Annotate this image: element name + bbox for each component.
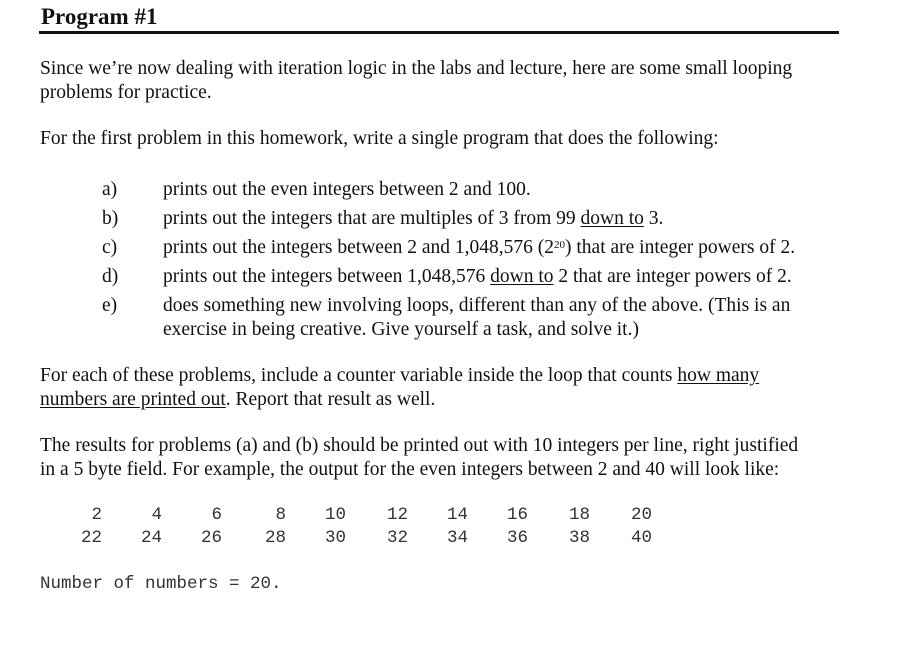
- task-label: c): [102, 237, 118, 258]
- output-number: 10: [324, 505, 346, 525]
- output-number: 14: [446, 505, 468, 525]
- counter-paragraph: [40, 364, 759, 412]
- intro-paragraph: [40, 57, 840, 105]
- exponent: 20: [554, 239, 565, 251]
- format-paragraph: [40, 434, 798, 482]
- task-text-line-2: exercise in being creative. Give yourself a task, and solve it.): [163, 319, 639, 340]
- output-number: 34: [446, 528, 468, 548]
- underlined-phrase: how many: [677, 365, 760, 386]
- task-text: [163, 265, 792, 289]
- output-number: 36: [506, 528, 528, 548]
- intro-line-2: problems for practice.: [40, 82, 212, 103]
- output-row: [0, 505, 902, 529]
- output-number: 16: [506, 505, 528, 525]
- page-title: Program #1: [41, 4, 158, 29]
- task-text: [163, 236, 795, 260]
- task-label: e): [102, 295, 118, 316]
- output-number: 24: [140, 528, 162, 548]
- task-text: prints out the even integers between 2 and 100.: [163, 179, 531, 200]
- output-number: 2: [91, 505, 102, 525]
- task-text-part: ) that are integer powers of 2.: [565, 237, 796, 258]
- task-text-part: prints out the integers that are multiples of 3 from 99: [163, 208, 581, 229]
- title-rule: [39, 31, 839, 34]
- underlined-phrase: numbers are printed out: [40, 389, 226, 410]
- intro-line-1: Since we’re now dealing with iteration logic in the labs and lecture, here are some small looping: [40, 58, 793, 79]
- output-number: 38: [568, 528, 590, 548]
- task-text: [163, 294, 790, 342]
- underlined-phrase: down to: [490, 266, 554, 287]
- output-number: 18: [568, 505, 590, 525]
- task-label: d): [102, 266, 119, 287]
- output-number: 30: [324, 528, 346, 548]
- output-number: 20: [630, 505, 652, 525]
- counter-text: For each of these problems, include a counter variable inside the loop that counts: [40, 365, 678, 386]
- output-row: [0, 528, 902, 552]
- output-number: 32: [386, 528, 408, 548]
- output-number: 6: [211, 505, 222, 525]
- task-label: a): [102, 179, 118, 200]
- task-label: b): [102, 208, 119, 229]
- task-text-part: 3.: [643, 208, 664, 229]
- output-number: 12: [386, 505, 408, 525]
- counter-line-2: [40, 388, 759, 412]
- instruction-paragraph: For the first problem in this homework, write a single program that does the following:: [40, 128, 719, 149]
- output-number: 28: [264, 528, 286, 548]
- task-text: [163, 207, 663, 231]
- counter-line-1: [40, 364, 759, 388]
- format-line-1: The results for problems (a) and (b) should be printed out with 10 integers per line, right justified: [40, 435, 799, 456]
- output-number: 22: [80, 528, 102, 548]
- format-line-2: in a 5 byte field. For example, the output for the even integers between 2 and 40 will look like:: [40, 459, 780, 480]
- task-text-part: prints out the integers between 2 and 1,048,576 (2: [163, 237, 554, 258]
- task-text-part: prints out the integers between 1,048,576: [163, 266, 491, 287]
- task-text-line-1: does something new involving loops, different than any of the above. (This is an: [163, 295, 791, 316]
- output-number: 8: [275, 505, 286, 525]
- output-number: 26: [200, 528, 222, 548]
- output-number: 4: [151, 505, 162, 525]
- counter-text: . Report that result as well.: [225, 389, 436, 410]
- output-count-line: Number of numbers = 20.: [40, 574, 282, 594]
- task-text-part: 2 that are integer powers of 2.: [553, 266, 792, 287]
- output-number: 40: [630, 528, 652, 548]
- underlined-phrase: down to: [580, 208, 644, 229]
